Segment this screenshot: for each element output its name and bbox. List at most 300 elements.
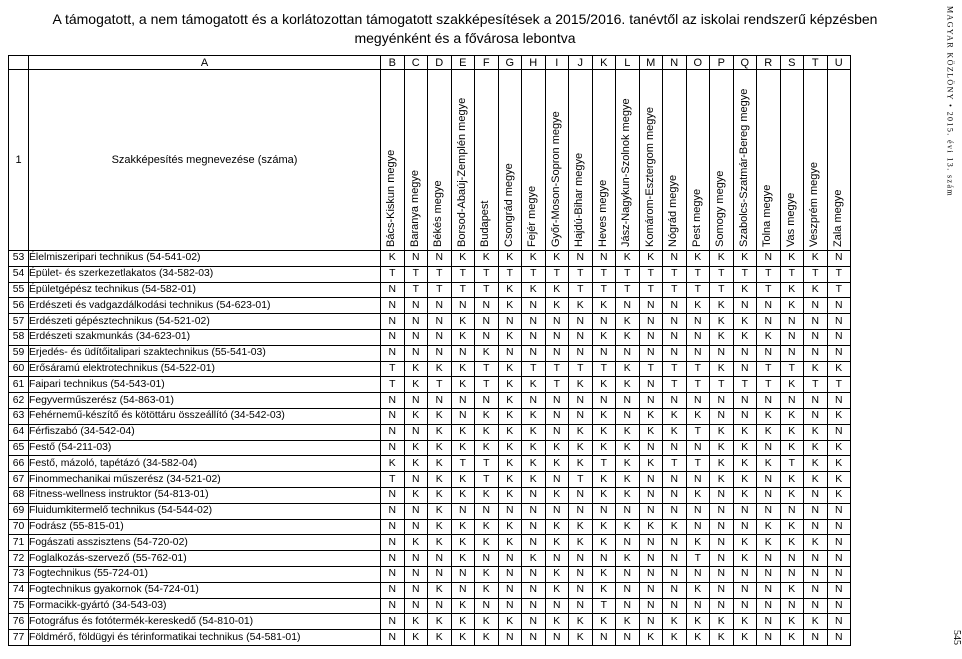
support-status-cell: T: [428, 377, 452, 393]
support-status-cell: T: [428, 266, 452, 282]
support-status-cell: N: [757, 566, 781, 582]
support-status-cell: N: [569, 582, 593, 598]
row-number: 76: [9, 614, 29, 630]
qualification-name: Formacikk-gyártó (34-543-03): [29, 598, 381, 614]
support-status-cell: N: [639, 598, 663, 614]
support-status-cell: N: [428, 251, 452, 267]
support-status-cell: K: [710, 614, 734, 630]
support-status-cell: N: [616, 345, 640, 361]
support-status-cell: N: [498, 598, 522, 614]
support-status-cell: N: [545, 630, 569, 646]
support-status-cell: K: [404, 456, 428, 472]
column-letter: U: [827, 56, 851, 70]
support-status-cell: N: [404, 598, 428, 614]
support-status-cell: N: [686, 566, 710, 582]
support-status-cell: K: [710, 314, 734, 330]
column-letter: J: [569, 56, 593, 70]
support-status-cell: N: [616, 298, 640, 314]
row-number: 75: [9, 598, 29, 614]
support-status-cell: T: [686, 361, 710, 377]
support-status-cell: K: [757, 456, 781, 472]
support-status-cell: N: [381, 503, 405, 519]
support-status-cell: K: [498, 424, 522, 440]
support-status-cell: N: [710, 393, 734, 409]
support-status-cell: N: [404, 345, 428, 361]
table-row: [9, 282, 851, 298]
qualification-name: Erdészeti gépésztechnikus (54-521-02): [29, 314, 381, 330]
column-letter: G: [498, 56, 522, 70]
table-row: [9, 630, 851, 646]
qualification-name: Erdészeti szakmunkás (34-623-01): [29, 329, 381, 345]
support-status-cell: N: [757, 503, 781, 519]
support-status-cell: N: [780, 503, 804, 519]
support-status-cell: K: [780, 408, 804, 424]
qualification-name: Fotográfus és fotótermék-kereskedő (54-810-01): [29, 614, 381, 630]
support-status-cell: K: [498, 393, 522, 409]
support-status-cell: T: [663, 361, 687, 377]
support-status-cell: N: [522, 535, 546, 551]
column-letter: B: [381, 56, 405, 70]
support-status-cell: K: [522, 424, 546, 440]
support-status-cell: N: [404, 582, 428, 598]
support-status-cell: N: [639, 614, 663, 630]
support-status-cell: K: [616, 424, 640, 440]
support-status-cell: N: [710, 566, 734, 582]
column-letter: T: [804, 56, 828, 70]
document-title: [0, 10, 930, 48]
table-row: [9, 345, 851, 361]
support-status-cell: N: [686, 329, 710, 345]
support-status-cell: N: [686, 345, 710, 361]
support-status-cell: N: [475, 551, 499, 567]
county-qualification-table: [8, 55, 851, 646]
support-status-cell: N: [592, 630, 616, 646]
support-status-cell: K: [616, 472, 640, 488]
support-status-cell: N: [639, 314, 663, 330]
support-status-cell: N: [663, 393, 687, 409]
qualification-name: Fogászati asszisztens (54-720-02): [29, 535, 381, 551]
support-status-cell: K: [404, 614, 428, 630]
support-status-cell: T: [686, 282, 710, 298]
support-status-cell: K: [545, 566, 569, 582]
support-status-cell: T: [404, 266, 428, 282]
support-status-cell: K: [733, 440, 757, 456]
support-status-cell: N: [569, 314, 593, 330]
qualification-name: Erősáramú elektrotechnikus (54-522-01): [29, 361, 381, 377]
row-number: 53: [9, 251, 29, 267]
support-status-cell: N: [569, 566, 593, 582]
support-status-cell: N: [780, 345, 804, 361]
support-status-cell: N: [522, 630, 546, 646]
support-status-cell: N: [804, 393, 828, 409]
support-status-cell: K: [592, 566, 616, 582]
support-status-cell: N: [428, 314, 452, 330]
support-status-cell: N: [686, 314, 710, 330]
support-status-cell: K: [569, 535, 593, 551]
support-status-cell: K: [451, 519, 475, 535]
support-status-cell: N: [733, 361, 757, 377]
support-status-cell: N: [522, 519, 546, 535]
support-status-cell: K: [616, 251, 640, 267]
row-number: 72: [9, 551, 29, 567]
table-row: [9, 266, 851, 282]
side-margin: [941, 0, 960, 659]
support-status-cell: N: [804, 566, 828, 582]
support-status-cell: K: [404, 630, 428, 646]
row-number: 63: [9, 408, 29, 424]
support-status-cell: N: [710, 345, 734, 361]
support-status-cell: K: [757, 535, 781, 551]
support-status-cell: N: [381, 282, 405, 298]
support-status-cell: N: [757, 598, 781, 614]
support-status-cell: K: [639, 408, 663, 424]
support-status-cell: K: [780, 377, 804, 393]
support-status-cell: N: [569, 329, 593, 345]
support-status-cell: K: [733, 282, 757, 298]
support-status-cell: T: [381, 266, 405, 282]
table-row: [9, 329, 851, 345]
support-status-cell: N: [381, 598, 405, 614]
row-number: 64: [9, 424, 29, 440]
support-status-cell: N: [404, 329, 428, 345]
support-status-cell: K: [592, 472, 616, 488]
support-status-cell: K: [451, 424, 475, 440]
support-status-cell: N: [381, 582, 405, 598]
title-line-2: megyénként és a fővárosa lebontva: [354, 30, 576, 46]
column-letters-row: [9, 56, 851, 70]
support-status-cell: N: [639, 440, 663, 456]
support-status-cell: K: [686, 298, 710, 314]
table-row: [9, 519, 851, 535]
support-status-cell: N: [804, 551, 828, 567]
support-status-cell: K: [475, 345, 499, 361]
support-status-cell: K: [592, 424, 616, 440]
support-status-cell: N: [381, 314, 405, 330]
support-status-cell: T: [780, 266, 804, 282]
support-status-cell: K: [780, 614, 804, 630]
county-header: Bács-Kiskun megye: [381, 70, 405, 251]
support-status-cell: T: [475, 266, 499, 282]
support-status-cell: N: [592, 345, 616, 361]
support-status-cell: N: [663, 598, 687, 614]
support-status-cell: N: [592, 551, 616, 567]
support-status-cell: K: [451, 361, 475, 377]
support-status-cell: N: [428, 298, 452, 314]
support-status-cell: N: [710, 519, 734, 535]
column-letter: L: [616, 56, 640, 70]
table-row: [9, 598, 851, 614]
support-status-cell: K: [475, 630, 499, 646]
support-status-cell: T: [451, 266, 475, 282]
support-status-cell: K: [428, 472, 452, 488]
support-status-cell: N: [522, 503, 546, 519]
row-number: 67: [9, 472, 29, 488]
support-status-cell: K: [404, 440, 428, 456]
support-status-cell: N: [404, 298, 428, 314]
county-header: Fejér megye: [522, 70, 546, 251]
support-status-cell: K: [428, 361, 452, 377]
support-status-cell: T: [804, 377, 828, 393]
support-status-cell: K: [710, 361, 734, 377]
support-status-cell: N: [404, 472, 428, 488]
county-header: Nógrád megye: [663, 70, 687, 251]
support-status-cell: K: [545, 614, 569, 630]
support-status-cell: N: [522, 393, 546, 409]
support-status-cell: K: [545, 440, 569, 456]
support-status-cell: N: [804, 298, 828, 314]
support-status-cell: T: [569, 282, 593, 298]
table-row: [9, 361, 851, 377]
support-status-cell: N: [498, 314, 522, 330]
support-status-cell: K: [780, 440, 804, 456]
support-status-cell: T: [757, 361, 781, 377]
support-status-cell: T: [381, 361, 405, 377]
support-status-cell: N: [663, 298, 687, 314]
support-status-cell: K: [569, 440, 593, 456]
support-status-cell: N: [827, 298, 851, 314]
support-status-cell: K: [498, 440, 522, 456]
support-status-cell: N: [569, 487, 593, 503]
support-status-cell: T: [663, 266, 687, 282]
qualification-name: Faipari technikus (54-543-01): [29, 377, 381, 393]
support-status-cell: K: [592, 582, 616, 598]
support-status-cell: N: [757, 393, 781, 409]
support-status-cell: K: [710, 329, 734, 345]
support-status-cell: N: [804, 345, 828, 361]
support-status-cell: N: [616, 535, 640, 551]
support-status-cell: K: [710, 440, 734, 456]
qualification-name: Fluidumkitermelő technikus (54-544-02): [29, 503, 381, 519]
support-status-cell: K: [639, 424, 663, 440]
support-status-cell: T: [545, 377, 569, 393]
support-status-cell: N: [827, 519, 851, 535]
support-status-cell: N: [381, 519, 405, 535]
support-status-cell: N: [569, 251, 593, 267]
support-status-cell: N: [710, 535, 734, 551]
support-status-cell: K: [780, 282, 804, 298]
qualification-name: Fitness-wellness instruktor (54-813-01): [29, 487, 381, 503]
support-status-cell: N: [545, 314, 569, 330]
support-status-cell: T: [569, 472, 593, 488]
support-status-cell: N: [545, 503, 569, 519]
county-header: Somogy megye: [710, 70, 734, 251]
support-status-cell: K: [475, 251, 499, 267]
support-status-cell: N: [780, 551, 804, 567]
support-status-cell: N: [569, 598, 593, 614]
qualification-name: Épület- és szerkezetlakatos (34-582-03): [29, 266, 381, 282]
support-status-cell: N: [522, 614, 546, 630]
support-status-cell: K: [451, 598, 475, 614]
support-status-cell: K: [428, 582, 452, 598]
support-status-cell: N: [710, 408, 734, 424]
support-status-cell: N: [522, 345, 546, 361]
support-status-cell: K: [780, 487, 804, 503]
support-status-cell: N: [639, 472, 663, 488]
row-number: 57: [9, 314, 29, 330]
support-status-cell: K: [616, 551, 640, 567]
row-number: 74: [9, 582, 29, 598]
support-status-cell: K: [686, 487, 710, 503]
support-status-cell: T: [686, 266, 710, 282]
support-status-cell: N: [804, 630, 828, 646]
support-status-cell: T: [451, 282, 475, 298]
support-status-cell: N: [404, 519, 428, 535]
row-number: 62: [9, 393, 29, 409]
support-status-cell: N: [827, 251, 851, 267]
support-status-cell: N: [639, 503, 663, 519]
support-status-cell: K: [710, 456, 734, 472]
support-status-cell: K: [592, 614, 616, 630]
support-status-cell: K: [569, 614, 593, 630]
support-status-cell: N: [404, 393, 428, 409]
column-headers-row: [9, 70, 851, 251]
support-status-cell: N: [522, 582, 546, 598]
support-status-cell: K: [451, 472, 475, 488]
support-status-cell: T: [475, 282, 499, 298]
support-status-cell: N: [827, 424, 851, 440]
support-status-cell: K: [780, 472, 804, 488]
county-header: Tolna megye: [757, 70, 781, 251]
support-status-cell: N: [639, 582, 663, 598]
county-header: Baranya megye: [404, 70, 428, 251]
support-status-cell: N: [475, 598, 499, 614]
support-status-cell: N: [804, 487, 828, 503]
support-status-cell: N: [663, 329, 687, 345]
support-status-cell: N: [545, 345, 569, 361]
support-status-cell: N: [404, 551, 428, 567]
support-status-cell: K: [710, 472, 734, 488]
support-status-cell: N: [545, 408, 569, 424]
support-status-cell: N: [639, 551, 663, 567]
support-status-cell: K: [569, 456, 593, 472]
support-status-cell: T: [498, 266, 522, 282]
county-header: Csongrád megye: [498, 70, 522, 251]
column-letter: K: [592, 56, 616, 70]
support-status-cell: N: [569, 551, 593, 567]
support-status-cell: K: [780, 298, 804, 314]
support-status-cell: K: [451, 630, 475, 646]
qualification-name: Fogtechnikus gyakornok (54-724-01): [29, 582, 381, 598]
support-status-cell: T: [686, 456, 710, 472]
support-status-cell: K: [522, 456, 546, 472]
support-status-cell: N: [381, 298, 405, 314]
table-row: [9, 456, 851, 472]
support-status-cell: N: [498, 503, 522, 519]
support-status-cell: N: [663, 440, 687, 456]
support-status-cell: N: [569, 503, 593, 519]
support-status-cell: N: [710, 582, 734, 598]
support-status-cell: T: [592, 266, 616, 282]
support-status-cell: N: [827, 314, 851, 330]
support-status-cell: N: [686, 393, 710, 409]
support-status-cell: K: [498, 614, 522, 630]
support-status-cell: K: [451, 614, 475, 630]
support-status-cell: N: [545, 598, 569, 614]
county-header: Zala megye: [827, 70, 851, 251]
support-status-cell: N: [663, 314, 687, 330]
support-status-cell: K: [827, 408, 851, 424]
support-status-cell: N: [639, 329, 663, 345]
support-status-cell: T: [545, 266, 569, 282]
support-status-cell: N: [827, 551, 851, 567]
support-status-cell: N: [733, 393, 757, 409]
support-status-cell: K: [428, 456, 452, 472]
support-status-cell: N: [686, 598, 710, 614]
title-line-1: A támogatott, a nem támogatott és a korlátozottan támogatott szakképesítések a 2015/2016. tanévtől az iskolai rendszerű képzésben: [52, 11, 878, 27]
support-status-cell: T: [757, 377, 781, 393]
support-status-cell: K: [639, 456, 663, 472]
support-status-cell: N: [522, 298, 546, 314]
row-number: 66: [9, 456, 29, 472]
support-status-cell: N: [475, 298, 499, 314]
support-status-cell: K: [804, 535, 828, 551]
support-status-cell: K: [804, 251, 828, 267]
support-status-cell: N: [663, 487, 687, 503]
support-status-cell: K: [498, 377, 522, 393]
support-status-cell: K: [733, 314, 757, 330]
support-status-cell: K: [381, 456, 405, 472]
support-status-cell: N: [710, 487, 734, 503]
table-row: [9, 503, 851, 519]
qualification-name: Épületgépész technikus (54-582-01): [29, 282, 381, 298]
support-status-cell: N: [475, 393, 499, 409]
support-status-cell: T: [686, 377, 710, 393]
support-status-cell: T: [592, 282, 616, 298]
support-status-cell: K: [757, 424, 781, 440]
support-status-cell: T: [592, 361, 616, 377]
support-status-cell: T: [569, 361, 593, 377]
support-status-cell: K: [451, 251, 475, 267]
support-status-cell: K: [686, 582, 710, 598]
support-status-cell: N: [780, 329, 804, 345]
support-status-cell: N: [663, 582, 687, 598]
support-status-cell: N: [404, 424, 428, 440]
support-status-cell: K: [780, 630, 804, 646]
support-status-cell: N: [827, 630, 851, 646]
qualification-name: Erdészeti és vadgazdálkodási technikus (54-623-01): [29, 298, 381, 314]
table-row: [9, 566, 851, 582]
county-header: Jász-Nagykun-Szolnok megye: [616, 70, 640, 251]
table-row: [9, 424, 851, 440]
column-letter: N: [663, 56, 687, 70]
support-status-cell: K: [498, 456, 522, 472]
support-status-cell: K: [616, 329, 640, 345]
support-status-cell: K: [428, 519, 452, 535]
column-letter: C: [404, 56, 428, 70]
support-status-cell: N: [381, 614, 405, 630]
support-status-cell: K: [404, 361, 428, 377]
support-status-cell: N: [827, 503, 851, 519]
support-status-cell: K: [451, 377, 475, 393]
qualification-name: Fehérnemű-készítő és kötöttáru összeállító (34-542-03): [29, 408, 381, 424]
support-status-cell: K: [522, 282, 546, 298]
row-number: 60: [9, 361, 29, 377]
row-number: 55: [9, 282, 29, 298]
support-status-cell: K: [569, 298, 593, 314]
support-status-cell: N: [592, 393, 616, 409]
qualification-name: Finommechanikai műszerész (34-521-02): [29, 472, 381, 488]
support-status-cell: N: [757, 314, 781, 330]
county-header: Heves megye: [592, 70, 616, 251]
column-letter: O: [686, 56, 710, 70]
support-status-cell: N: [757, 472, 781, 488]
row-number: 65: [9, 440, 29, 456]
support-status-cell: N: [780, 566, 804, 582]
support-status-cell: N: [639, 566, 663, 582]
support-status-cell: K: [710, 630, 734, 646]
support-status-cell: K: [804, 282, 828, 298]
support-status-cell: N: [639, 345, 663, 361]
